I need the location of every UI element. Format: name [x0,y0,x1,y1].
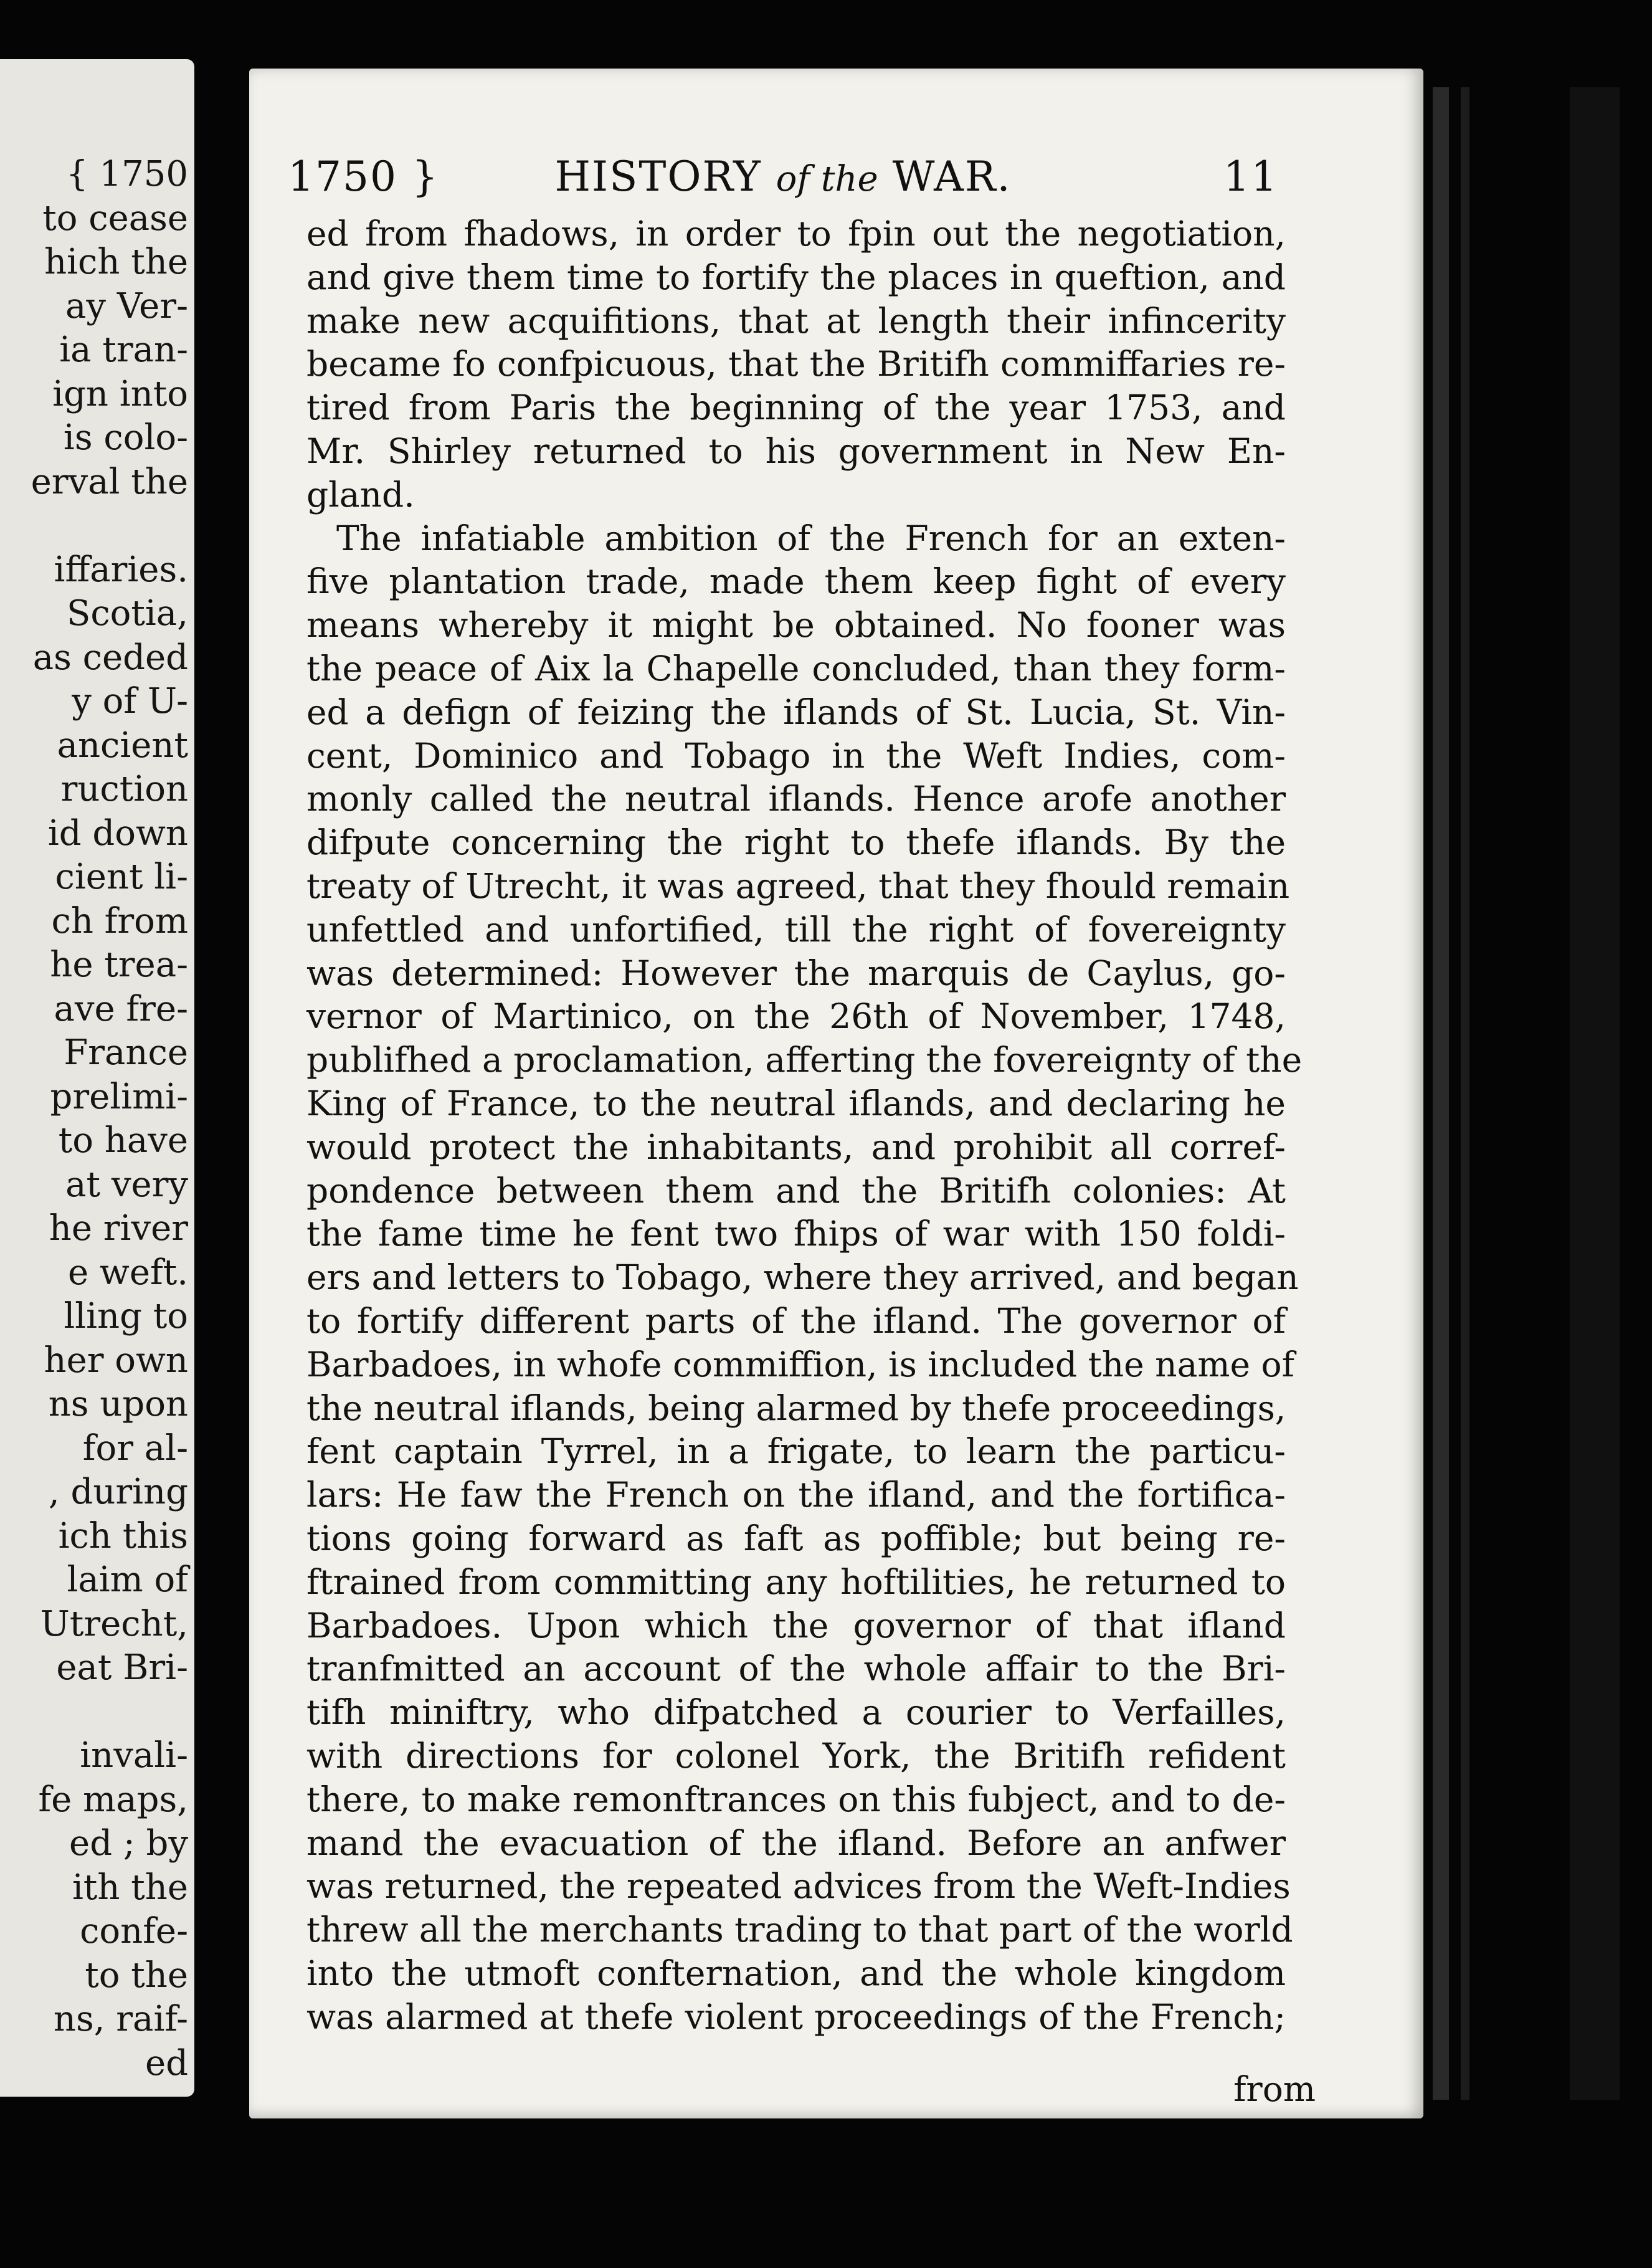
facing-page-line: y of U- [72,681,188,722]
catchword: from [1233,2069,1316,2109]
facing-page-line: at very [65,1164,188,1205]
facing-page-line: ancient [57,725,188,766]
facing-page-line: laim of [67,1560,188,1600]
facing-page-line: iffaries. [54,549,188,590]
text-line: make new acquifitions, that at length their infincerity [306,300,1286,341]
text-line: unfettled and unfortified, till the right of fovereignty [306,909,1286,950]
text-line: tifh miniftry, who difpatched a courier to Verfailles, [306,1692,1286,1733]
facing-page-line: fe maps, [38,1779,188,1820]
facing-page-line: her own [44,1340,188,1381]
text-line: was returned, the repeated advices from the Weft-Indies [306,1866,1291,1907]
facing-page-line: as ceded [32,637,188,678]
text-line: Mr. Shirley returned to his government in New En- [306,431,1286,471]
facing-page-line: ith the [72,1867,188,1908]
facing-page-line: id down [47,812,188,854]
facing-page-line: confe- [80,1911,188,1951]
facing-page-line: ns upon [48,1384,188,1424]
facing-page-line: to have [58,1120,188,1161]
text-line: to fortify different parts of the ifland. The governor of [306,1301,1286,1341]
facing-page-line: hich the [44,242,188,282]
text-line: publifhed a proclamation, afferting the fovereignty of the [306,1040,1303,1080]
facing-page-line: he river [49,1208,188,1249]
text-line: threw all the merchants trading to that part of the world [306,1910,1293,1950]
text-line: the neutral iflands, being alarmed by thefe proceedings, [306,1388,1286,1428]
facing-page-line: invali- [80,1735,188,1776]
page-edge [1433,87,1449,2100]
text-line: vernor of Martinico, on the 26th of November, 1748, [306,996,1286,1037]
facing-page-line: he trea- [50,945,188,985]
text-line: mand the evacuation of the ifland. Before an anfwer [306,1822,1286,1863]
facing-page-line: ign into [52,373,188,414]
facing-page [0,59,194,2097]
text-line: and give them time to fortify the places in queftion, and [306,257,1286,297]
header-year: 1750 } [288,153,439,201]
text-line: means whereby it might be obtained. No fooner was [306,605,1286,646]
text-line: with directions for colonel York, the Britifh refident [306,1736,1286,1776]
text-line: into the utmoft confternation, and the whole kingdom [306,1953,1286,1993]
facing-page-line: to cease [42,198,188,239]
facing-page-line: ay Ver- [65,285,188,326]
facing-page-line: Scotia, [66,593,188,634]
facing-page-line: Utrecht, [40,1603,188,1644]
facing-page-line: , during [48,1472,188,1512]
page-edge [1570,87,1620,2100]
text-line: tranfmitted an account of the whole affair to the Bri- [306,1649,1286,1689]
text-line: ers and letters to Tobago, where they arrived, and began [306,1257,1299,1298]
facing-page-line: ich this [58,1515,188,1556]
facing-page-line: France [64,1032,188,1073]
text-line: ftrained from committing any hoftilities, he returned to [306,1561,1286,1602]
facing-page-line: lling to [64,1296,188,1336]
text-line: was determined: However the marquis de Caylus, go- [306,953,1286,993]
text-line: there, to make remonftrances on this fubject, and to de- [306,1779,1286,1819]
facing-page-line: is colo- [63,417,188,458]
facing-page-line: to the [85,1955,188,1996]
text-line: King of France, to the neutral iflands, and declaring he [306,1084,1286,1123]
text-line: gland. [306,474,415,515]
facing-page-line: { 1750 [66,154,188,194]
text-line: treaty of Utrecht, it was agreed, that they fhould remain [306,866,1290,906]
running-header [288,153,1278,202]
facing-page-line: cient li- [55,857,188,897]
facing-page-line: for al- [82,1427,188,1469]
text-line: pondence between them and the Britifh colonies: At [306,1170,1286,1211]
text-line: cent, Dominico and Tobago in the Weft Indies, com- [306,735,1286,776]
text-line: tired from Paris the beginning of the year 1753, and [306,388,1286,428]
facing-page-line: ia tran- [59,330,188,370]
text-line: monly called the neutral iflands. Hence arofe another [306,779,1286,819]
page-number: 11 [1223,153,1278,201]
facing-page-line: ch from [51,900,188,941]
page-edge [1461,87,1469,2100]
text-line: five plantation trade, made them keep fight of every [306,561,1286,602]
header-title: HISTORY of the WAR. [554,153,1012,201]
text-line: fent captain Tyrrel, in a frigate, to learn the particu- [306,1431,1286,1472]
facing-page-line: erval the [31,461,188,502]
facing-page-line: ed ; by [69,1823,188,1864]
text-line: tions going forward as faft as poffible; but being re- [306,1518,1286,1558]
text-line: the fame time he fent two fhips of war with 150 foldi- [306,1214,1286,1254]
facing-page-line: ave fre- [54,988,188,1029]
text-line: lars: He faw the French on the ifland, and the fortifica- [306,1475,1286,1515]
text-line: Barbadoes. Upon which the governor of that ifland [306,1605,1286,1646]
facing-page-line: e weft. [67,1252,188,1293]
text-line: would protect the inhabitants, and prohibit all corref- [306,1127,1286,1167]
text-line: ed from fhadows, in order to fpin out the negotiation, [306,214,1286,254]
text-line: was alarmed at thefe violent proceedings of the French; [306,1996,1286,2037]
text-line: became fo confpicuous, that the Britifh commiffaries re- [306,344,1286,384]
text-line: ed a defign of feizing the iflands of St. Lucia, St. Vin- [306,692,1286,732]
text-line: difpute concerning the right to thefe iflands. By the [306,822,1286,863]
text-line: Barbadoes, in whofe commiffion, is included the name of [306,1344,1295,1384]
facing-page-line: prelimi- [50,1076,188,1117]
facing-page-line: ruction [60,769,188,809]
facing-page-line: eat Bri- [56,1647,188,1688]
facing-page-line: ns, raif- [53,1999,188,2039]
text-line: the peace of Aix la Chapelle concluded, than they form- [306,649,1286,688]
facing-page-line: ed [145,2042,188,2084]
text-line: The infatiable ambition of the French for an exten- [336,518,1286,558]
